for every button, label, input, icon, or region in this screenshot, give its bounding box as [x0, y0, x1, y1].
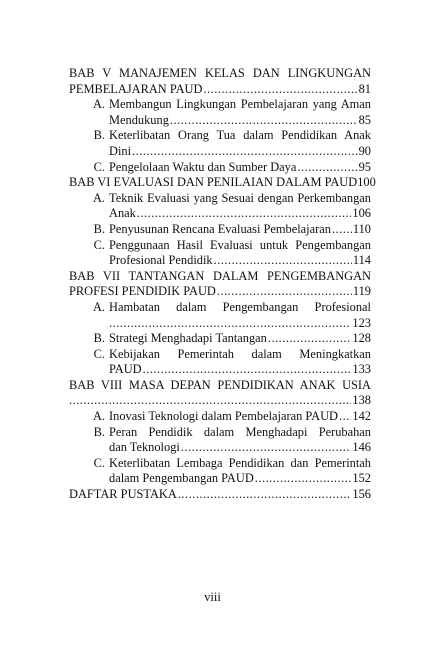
toc-page-number: 156: [352, 487, 371, 502]
toc-leader: [132, 144, 358, 160]
toc-item-bab8-c[interactable]: [69, 456, 371, 487]
toc-item-title: Penggunaan Hasil Evaluasi untuk Pengembangan: [109, 237, 371, 252]
toc-item-title: Hambatan dalam Pengembangan Profesional: [109, 299, 371, 314]
toc-item-title: Teknik Evaluasi yang Sesuai dengan Perkembangan: [109, 190, 371, 205]
page-number-footer: viii: [204, 590, 221, 604]
toc-entry-bab5[interactable]: [69, 66, 371, 82]
toc-item-title: Inovasi Teknologi dalam Pembelajaran PAUD: [109, 409, 339, 424]
toc-page-number: 81: [358, 81, 371, 96]
toc-item-bab5-a[interactable]: [69, 97, 371, 128]
toc-page-number: 95: [358, 159, 371, 174]
toc-leader: [178, 487, 352, 503]
toc-item-title-cont: Profesional Pendidik: [109, 253, 213, 268]
toc-page-number: 123: [352, 315, 371, 330]
toc-leader: [143, 362, 352, 378]
toc-item-title: Peran Pendidik dalam Menghadapi Perubahan: [109, 424, 371, 439]
toc-chapter-title: DAFTAR PUSTAKA: [69, 487, 177, 502]
toc-leader: [217, 284, 352, 300]
toc-item-letter: A.: [92, 299, 105, 314]
toc-chapter-title-cont: PEMBELAJARAN PAUD: [69, 81, 203, 96]
toc-leader: [109, 316, 351, 332]
toc-leader: [297, 160, 357, 176]
toc-item-letter: A.: [92, 409, 105, 424]
toc-leader: [255, 471, 352, 487]
toc-leader: [203, 82, 357, 98]
toc-item-bab7-c[interactable]: [69, 347, 371, 378]
toc-chapter-title: BAB VIII MASA DEPAN PENDIDIKAN ANAK USIA: [69, 377, 371, 392]
toc-item-letter: A.: [92, 97, 105, 112]
toc-item-letter: C.: [93, 346, 105, 361]
toc-item-title: Membangun Lingkungan Pembelajaran yang Aman: [109, 97, 371, 112]
toc-entry-bab6[interactable]: [69, 175, 376, 191]
toc-item-letter: B.: [93, 221, 105, 236]
toc-page-number: 152: [352, 471, 371, 486]
toc-leader: [69, 393, 351, 409]
toc-item-bab7-b[interactable]: [69, 331, 371, 347]
toc-item-letter: B.: [93, 128, 105, 143]
toc-entry-bab5-cont[interactable]: [69, 82, 371, 98]
toc-item-bab8-a[interactable]: [69, 409, 371, 425]
toc-page-number: 146: [352, 440, 371, 455]
toc-chapter-title: BAB VII TANTANGAN DALAM PENGEMBANGAN: [69, 268, 371, 283]
toc-page-number: 138: [352, 393, 371, 408]
toc-page-number: 119: [352, 284, 371, 299]
toc-item-letter: B.: [93, 424, 105, 439]
toc-item-letter: B.: [93, 331, 105, 346]
toc-item-letter: C.: [93, 237, 105, 252]
toc-chapter-title-cont: PROFESI PENDIDIK PAUD: [69, 284, 216, 299]
toc-item-bab6-b[interactable]: [69, 222, 371, 238]
toc-leader: [214, 253, 352, 269]
toc-item-title: Pengelolaan Waktu dan Sumber Daya: [109, 159, 297, 174]
toc-item-bab5-c[interactable]: [69, 160, 371, 176]
table-of-contents: [69, 66, 376, 503]
toc-page-number: 106: [352, 206, 371, 221]
toc-item-title: Keterlibatan Lembaga Pendidikan dan Pemerintah: [109, 455, 371, 470]
toc-leader: [332, 222, 352, 238]
toc-item-bab7-a[interactable]: [69, 300, 371, 331]
toc-page-number: 114: [352, 253, 371, 268]
toc-entry-bab7-cont[interactable]: [69, 284, 371, 300]
toc-item-bab8-b[interactable]: [69, 425, 371, 456]
toc-item-bab6-c[interactable]: [69, 238, 371, 269]
toc-item-letter: C.: [93, 455, 105, 470]
toc-leader: [339, 409, 351, 425]
toc-item-title: Keterlibatan Orang Tua dalam Pendidikan Anak: [109, 128, 371, 143]
toc-page-number: 142: [352, 409, 371, 424]
toc-item-title-cont: Dini: [109, 143, 132, 158]
toc-page-number: 100: [357, 175, 376, 190]
toc-item-title-cont: dan Teknologi: [109, 440, 180, 455]
toc-entry-bab7[interactable]: [69, 269, 371, 285]
toc-item-title: Kebijakan Pemerintah dalam Meningkatkan: [109, 346, 371, 361]
toc-page-number: 128: [352, 331, 371, 346]
toc-page-number: 85: [358, 112, 371, 127]
toc-chapter-title: BAB VI EVALUASI DAN PENILAIAN DALAM PAUD: [69, 175, 358, 190]
toc-entry-bab8-cont[interactable]: [69, 393, 371, 409]
toc-item-bab6-a[interactable]: [69, 191, 371, 222]
toc-entry-bab8[interactable]: [69, 378, 371, 394]
toc-item-title-cont: Mendukung: [109, 112, 169, 127]
toc-page-number: 133: [352, 362, 371, 377]
toc-leader: [137, 206, 352, 222]
toc-item-title-cont: dalam Pengembangan PAUD: [109, 471, 254, 486]
toc-page-number: 110: [352, 221, 371, 236]
toc-entry-daftar-pustaka[interactable]: [69, 487, 371, 503]
toc-leader: [181, 440, 352, 456]
toc-chapter-title: BAB V MANAJEMEN KELAS DAN LINGKUNGAN: [69, 66, 371, 80]
toc-item-title: Penyusunan Rencana Evaluasi Pembelajaran: [109, 221, 331, 236]
toc-item-title: Strategi Menghadapi Tantangan: [109, 331, 267, 346]
toc-item-title-cont: Anak: [109, 206, 136, 221]
toc-item-title-cont: PAUD: [109, 362, 142, 377]
toc-item-bab5-b[interactable]: [69, 128, 371, 159]
toc-leader: [170, 113, 358, 129]
toc-item-letter: C.: [93, 159, 105, 174]
toc-page-number: 90: [358, 143, 371, 158]
toc-leader: [268, 331, 352, 347]
toc-item-letter: A.: [92, 190, 105, 205]
